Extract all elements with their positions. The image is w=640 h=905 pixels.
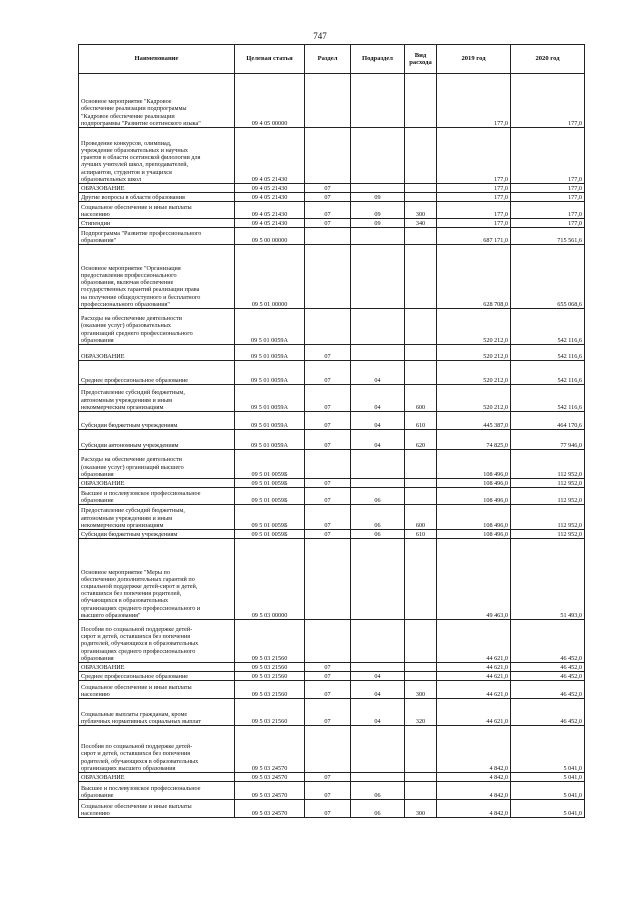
table-row <box>79 620 585 663</box>
row-amount-2020: 5 041,0 <box>511 782 585 800</box>
row-expense-type: 300 <box>405 202 437 219</box>
table-row <box>79 530 585 539</box>
row-section: 07 <box>305 385 351 412</box>
row-expense-type <box>405 128 437 184</box>
row-target-article: 09 5 00 00000 <box>235 228 305 245</box>
row-subsection: 04 <box>351 361 405 385</box>
row-name: Высшее и послевузовское профессиональное образование <box>79 488 235 505</box>
row-name: Высшее и послевузовское профессиональное образование <box>79 782 235 800</box>
row-section: 07 <box>305 361 351 385</box>
table-row <box>79 681 585 699</box>
row-amount-2019: 445 387,0 <box>437 412 511 430</box>
row-amount-2020: 715 561,6 <box>511 228 585 245</box>
row-amount-2019: 4 842,0 <box>437 800 511 818</box>
row-amount-2020: 542 116,6 <box>511 361 585 385</box>
row-section: 07 <box>305 800 351 818</box>
row-target-article: 09 5 03 24570 <box>235 782 305 800</box>
table-row <box>79 488 585 505</box>
row-expense-type: 610 <box>405 530 437 539</box>
row-name: Основное мероприятие "Кадровое обеспечение реализации подпрограммы "Кадровое обеспечение реализации подпрограммы "Развитие осетинского языка" <box>79 74 235 128</box>
row-target-article: 09 4 05 21430 <box>235 184 305 193</box>
table-row <box>79 450 585 479</box>
table-row <box>79 74 585 128</box>
header-year-2020: 2020 год <box>511 45 585 74</box>
row-section <box>305 309 351 345</box>
budget-table <box>78 44 585 818</box>
row-name: Среднее профессиональное образование <box>79 361 235 385</box>
row-subsection <box>351 309 405 345</box>
row-target-article: 09 4 05 21430 <box>235 193 305 202</box>
row-subsection <box>351 450 405 479</box>
row-name: Проведение конкурсов, олимпиад, учреждение образовательных и научных грантов в области осетинской филологии для лучших учителей школ, преподавателей, аспирантов, студентов и учащихся образовательных школ <box>79 128 235 184</box>
row-expense-type <box>405 672 437 681</box>
row-section <box>305 128 351 184</box>
row-section: 07 <box>305 488 351 505</box>
row-amount-2020: 177,0 <box>511 128 585 184</box>
table-row <box>79 539 585 620</box>
row-expense-type <box>405 345 437 361</box>
row-section: 07 <box>305 219 351 228</box>
row-section: 07 <box>305 672 351 681</box>
row-subsection <box>351 184 405 193</box>
row-subsection <box>351 74 405 128</box>
row-section: 07 <box>305 430 351 450</box>
row-expense-type <box>405 228 437 245</box>
row-name: Субсидии автономным учреждениям <box>79 430 235 450</box>
row-expense-type <box>405 245 437 309</box>
row-subsection <box>351 345 405 361</box>
row-amount-2020: 46 452,0 <box>511 681 585 699</box>
row-expense-type: 300 <box>405 681 437 699</box>
row-subsection: 06 <box>351 505 405 530</box>
row-target-article: 09 4 05 21430 <box>235 202 305 219</box>
row-section <box>305 620 351 663</box>
table-row <box>79 228 585 245</box>
row-expense-type: 600 <box>405 505 437 530</box>
row-target-article: 09 5 03 21560 <box>235 699 305 726</box>
row-name: Расходы на обеспечение деятельности (оказание услуг) организаций высшего образования <box>79 450 235 479</box>
row-amount-2019: 108 496,0 <box>437 450 511 479</box>
row-amount-2019: 4 842,0 <box>437 782 511 800</box>
table-row <box>79 361 585 385</box>
row-expense-type: 340 <box>405 219 437 228</box>
row-subsection <box>351 128 405 184</box>
row-amount-2019: 44 621,0 <box>437 699 511 726</box>
row-target-article: 09 5 03 00000 <box>235 539 305 620</box>
row-amount-2019: 108 496,0 <box>437 505 511 530</box>
row-expense-type <box>405 663 437 672</box>
row-name: Среднее профессиональное образование <box>79 672 235 681</box>
row-subsection: 04 <box>351 430 405 450</box>
row-name: Основное мероприятие "Организация предоставления профессионального образования, включая обеспечение государственных гарантий реализации права на получение общедоступного и бесплатного профессионального образования" <box>79 245 235 309</box>
table-row <box>79 219 585 228</box>
row-name: Предоставление субсидий бюджетным, автономным учреждениям и иным некоммерческим организациям <box>79 385 235 412</box>
row-expense-type <box>405 539 437 620</box>
row-amount-2019: 108 496,0 <box>437 530 511 539</box>
row-amount-2019: 520 212,0 <box>437 361 511 385</box>
row-amount-2020: 46 452,0 <box>511 672 585 681</box>
row-amount-2019: 520 212,0 <box>437 385 511 412</box>
table-row <box>79 699 585 726</box>
row-amount-2019: 520 212,0 <box>437 309 511 345</box>
row-expense-type: 300 <box>405 800 437 818</box>
row-amount-2019: 177,0 <box>437 184 511 193</box>
row-amount-2020: 5 041,0 <box>511 773 585 782</box>
row-target-article: 09 5 01 0059А <box>235 345 305 361</box>
row-amount-2019: 177,0 <box>437 128 511 184</box>
row-name: ОБРАЗОВАНИЕ <box>79 773 235 782</box>
row-section: 07 <box>305 193 351 202</box>
row-subsection <box>351 228 405 245</box>
row-amount-2019: 4 842,0 <box>437 773 511 782</box>
row-subsection: 06 <box>351 488 405 505</box>
row-subsection <box>351 245 405 309</box>
row-section: 07 <box>305 479 351 488</box>
row-amount-2020: 112 952,0 <box>511 530 585 539</box>
table-row <box>79 479 585 488</box>
row-name: Социальное обеспечение и иные выплаты населению <box>79 800 235 818</box>
row-amount-2020: 464 170,6 <box>511 412 585 430</box>
row-subsection: 09 <box>351 202 405 219</box>
row-amount-2020: 46 452,0 <box>511 620 585 663</box>
row-amount-2020: 112 952,0 <box>511 479 585 488</box>
row-section: 07 <box>305 345 351 361</box>
row-amount-2019: 49 463,0 <box>437 539 511 620</box>
row-subsection: 04 <box>351 412 405 430</box>
row-name: Социальное обеспечение и иные выплаты населению <box>79 202 235 219</box>
row-target-article: 09 5 03 24570 <box>235 773 305 782</box>
row-subsection: 09 <box>351 193 405 202</box>
row-section <box>305 228 351 245</box>
row-subsection: 04 <box>351 385 405 412</box>
table-row <box>79 385 585 412</box>
row-target-article: 09 5 03 21560 <box>235 620 305 663</box>
row-target-article: 09 4 05 21430 <box>235 128 305 184</box>
row-expense-type <box>405 184 437 193</box>
table-row <box>79 128 585 184</box>
row-target-article: 09 5 01 0059А <box>235 430 305 450</box>
row-subsection: 09 <box>351 219 405 228</box>
row-amount-2019: 44 621,0 <box>437 663 511 672</box>
row-section: 07 <box>305 681 351 699</box>
table-row <box>79 800 585 818</box>
row-amount-2020: 542 116,6 <box>511 385 585 412</box>
row-target-article: 09 5 01 0059Б <box>235 530 305 539</box>
row-subsection: 04 <box>351 672 405 681</box>
row-name: Подпрограмма "Развитие профессионального образования" <box>79 228 235 245</box>
row-target-article: 09 4 05 21430 <box>235 219 305 228</box>
row-target-article: 09 5 03 24570 <box>235 726 305 773</box>
row-subsection: 04 <box>351 699 405 726</box>
row-name: Основное мероприятие "Меры по обеспечению дополнительных гарантий по социальной поддержке детей-сирот и детей, оставшихся без попечения родителей, обучающихся в образовательных организациях среднего профессионального и высшего образования" <box>79 539 235 620</box>
row-target-article: 09 5 03 21560 <box>235 681 305 699</box>
row-expense-type: 600 <box>405 385 437 412</box>
row-amount-2019: 520 212,0 <box>437 345 511 361</box>
row-name: ОБРАЗОВАНИЕ <box>79 345 235 361</box>
table-row <box>79 663 585 672</box>
row-subsection <box>351 620 405 663</box>
row-subsection <box>351 773 405 782</box>
table-row <box>79 782 585 800</box>
row-expense-type <box>405 450 437 479</box>
row-amount-2019: 44 621,0 <box>437 620 511 663</box>
row-amount-2019: 44 621,0 <box>437 681 511 699</box>
row-name: Субсидии бюджетным учреждениям <box>79 412 235 430</box>
row-expense-type <box>405 309 437 345</box>
row-amount-2020: 177,0 <box>511 193 585 202</box>
row-subsection <box>351 539 405 620</box>
row-name: Расходы на обеспечение деятельности (оказание услуг) образовательных организаций среднего профессионального образования <box>79 309 235 345</box>
row-subsection <box>351 663 405 672</box>
table-row <box>79 202 585 219</box>
row-amount-2020: 5 041,0 <box>511 800 585 818</box>
row-amount-2019: 44 621,0 <box>437 672 511 681</box>
row-target-article: 09 5 03 21560 <box>235 672 305 681</box>
row-section: 07 <box>305 530 351 539</box>
table-row <box>79 672 585 681</box>
row-target-article: 09 5 03 24570 <box>235 800 305 818</box>
row-target-article: 09 5 01 0059Б <box>235 505 305 530</box>
row-subsection: 04 <box>351 681 405 699</box>
row-amount-2020: 77 946,0 <box>511 430 585 450</box>
row-expense-type <box>405 361 437 385</box>
row-target-article: 09 5 01 00000 <box>235 245 305 309</box>
row-section <box>305 726 351 773</box>
row-subsection: 06 <box>351 782 405 800</box>
row-amount-2019: 687 171,0 <box>437 228 511 245</box>
row-section: 07 <box>305 663 351 672</box>
row-name: Пособия по социальной поддержке детей- сирот и детей, оставшихся без попечения родителей, обучающихся в образовательных организациях среднего профессионального образования <box>79 620 235 663</box>
row-expense-type <box>405 726 437 773</box>
table-row <box>79 184 585 193</box>
header-target-article: Целевая статья <box>235 45 305 74</box>
header-subsection: Подраздел <box>351 45 405 74</box>
table-row <box>79 193 585 202</box>
row-expense-type <box>405 620 437 663</box>
row-name: Другие вопросы в области образования <box>79 193 235 202</box>
table-row <box>79 505 585 530</box>
row-amount-2019: 108 496,0 <box>437 479 511 488</box>
row-amount-2020: 177,0 <box>511 184 585 193</box>
row-name: Социальные выплаты гражданам, кроме публичных нормативных социальных выплат <box>79 699 235 726</box>
row-amount-2020: 5 041,0 <box>511 726 585 773</box>
row-section: 07 <box>305 202 351 219</box>
row-amount-2019: 177,0 <box>437 193 511 202</box>
row-name: Стипендии <box>79 219 235 228</box>
row-amount-2019: 628 708,0 <box>437 245 511 309</box>
page-number: 747 <box>313 31 327 41</box>
table-header-row <box>79 45 585 74</box>
row-name: Пособия по социальной поддержке детей- сирот и детей, оставшихся без попечения родителей, обучающихся в образовательных организациях высшего образования <box>79 726 235 773</box>
row-target-article: 09 5 01 0059А <box>235 309 305 345</box>
row-amount-2020: 177,0 <box>511 202 585 219</box>
row-expense-type: 610 <box>405 412 437 430</box>
row-name: Предоставление субсидий бюджетным, автономным учреждениям и иным некоммерческим организациям <box>79 505 235 530</box>
row-expense-type <box>405 773 437 782</box>
row-section: 07 <box>305 699 351 726</box>
table-row <box>79 726 585 773</box>
header-year-2019: 2019 год <box>437 45 511 74</box>
row-amount-2020: 177,0 <box>511 219 585 228</box>
row-subsection: 06 <box>351 530 405 539</box>
row-subsection <box>351 726 405 773</box>
row-subsection <box>351 479 405 488</box>
row-target-article: 09 5 01 0059А <box>235 385 305 412</box>
row-amount-2019: 108 496,0 <box>437 488 511 505</box>
row-target-article: 09 5 01 0059Б <box>235 450 305 479</box>
row-amount-2019: 4 842,0 <box>437 726 511 773</box>
row-section <box>305 539 351 620</box>
row-target-article: 09 5 01 0059А <box>235 412 305 430</box>
row-name: ОБРАЗОВАНИЕ <box>79 663 235 672</box>
table-row <box>79 345 585 361</box>
row-amount-2020: 46 452,0 <box>511 663 585 672</box>
row-expense-type <box>405 782 437 800</box>
header-name: Наименование <box>79 45 235 74</box>
row-amount-2020: 112 952,0 <box>511 450 585 479</box>
row-target-article: 09 4 05 00000 <box>235 74 305 128</box>
row-name: ОБРАЗОВАНИЕ <box>79 479 235 488</box>
row-amount-2020: 46 452,0 <box>511 699 585 726</box>
row-expense-type <box>405 488 437 505</box>
row-section <box>305 74 351 128</box>
table-row <box>79 245 585 309</box>
row-section: 07 <box>305 184 351 193</box>
table-row <box>79 309 585 345</box>
row-subsection: 06 <box>351 800 405 818</box>
row-amount-2020: 542 116,6 <box>511 345 585 361</box>
row-name: Социальное обеспечение и иные выплаты населению <box>79 681 235 699</box>
row-section: 07 <box>305 773 351 782</box>
row-amount-2020: 51 493,0 <box>511 539 585 620</box>
row-amount-2020: 177,0 <box>511 74 585 128</box>
row-amount-2019: 74 825,0 <box>437 430 511 450</box>
row-expense-type: 320 <box>405 699 437 726</box>
row-amount-2019: 177,0 <box>437 74 511 128</box>
row-expense-type: 620 <box>405 430 437 450</box>
row-section <box>305 245 351 309</box>
table-row <box>79 430 585 450</box>
row-amount-2020: 112 952,0 <box>511 488 585 505</box>
row-section: 07 <box>305 782 351 800</box>
row-expense-type <box>405 74 437 128</box>
header-section: Раздел <box>305 45 351 74</box>
row-target-article: 09 5 03 21560 <box>235 663 305 672</box>
row-name: Субсидии бюджетным учреждениям <box>79 530 235 539</box>
row-target-article: 09 5 01 0059Б <box>235 479 305 488</box>
row-target-article: 09 5 01 0059Б <box>235 488 305 505</box>
row-section <box>305 450 351 479</box>
row-expense-type <box>405 193 437 202</box>
row-expense-type <box>405 479 437 488</box>
header-expense-type: Вид расхода <box>405 45 437 74</box>
row-amount-2020: 112 952,0 <box>511 505 585 530</box>
row-amount-2020: 655 068,6 <box>511 245 585 309</box>
table-row <box>79 773 585 782</box>
row-name: ОБРАЗОВАНИЕ <box>79 184 235 193</box>
row-section: 07 <box>305 412 351 430</box>
table-row <box>79 412 585 430</box>
row-amount-2019: 177,0 <box>437 202 511 219</box>
row-amount-2020: 542 116,6 <box>511 309 585 345</box>
row-amount-2019: 177,0 <box>437 219 511 228</box>
row-target-article: 09 5 01 0059А <box>235 361 305 385</box>
row-section: 07 <box>305 505 351 530</box>
